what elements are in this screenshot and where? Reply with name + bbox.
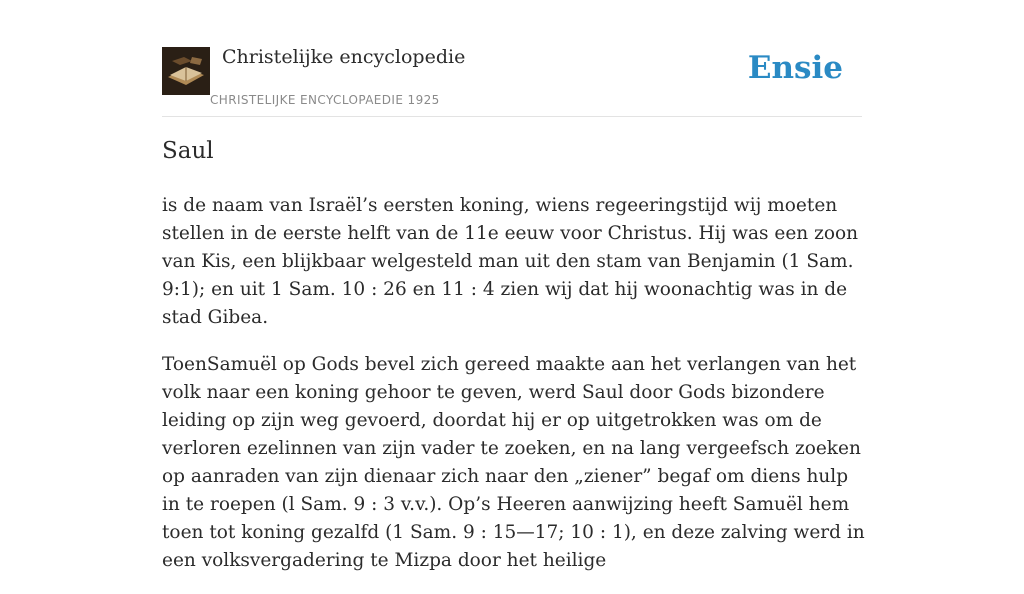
article-title: Saul (162, 138, 214, 164)
article-paragraph: ToenSamuël op Gods bevel zich gereed maakte aan het verlangen van het volk naar een koning gehoor te geven, werd Saul door Gods bizondere leiding op zijn weg gevoerd, doordat hij er op uitgetrokken was om de verloren ezelinnen van zijn vader te zoeken, en na lang vergeefsch zoeken op aanraden van zijn dienaar zich naar den „ziener” begaf om diens hulp in te roepen (l Sam. 9 : 3 v.v.). Op’s Heeren aanwijzing heeft Samuël hem toen tot koning gezalfd (1 Sam. 9 : 15—17; 10 : 1), en deze zalving werd in een volksvergadering te Mizpa door het heilige (162, 354, 865, 571)
article-body (162, 192, 866, 594)
article-paragraph: is de naam van Israël’s eersten koning, wiens regeeringstijd wij moeten stellen in de eerste helft van de 11e eeuw voor Christus. Hij was een zoon van Kis, een blijkbaar welgesteld man uit den stam van Benjamin (1 Sam. 9:1); en uit 1 Sam. 10 : 26 en 11 : 4 zien wij dat hij woonachtig was in de stad Gibea. (162, 195, 859, 328)
source-subtitle[interactable]: CHRISTELIJKE ENCYCLOPAEDIE 1925 (210, 93, 440, 107)
source-avatar[interactable] (162, 47, 210, 95)
source-title[interactable]: Christelijke encyclopedie (222, 46, 466, 68)
site-header (162, 46, 862, 117)
book-image-icon (162, 47, 210, 95)
brand-logo[interactable]: Ensie (747, 50, 843, 86)
